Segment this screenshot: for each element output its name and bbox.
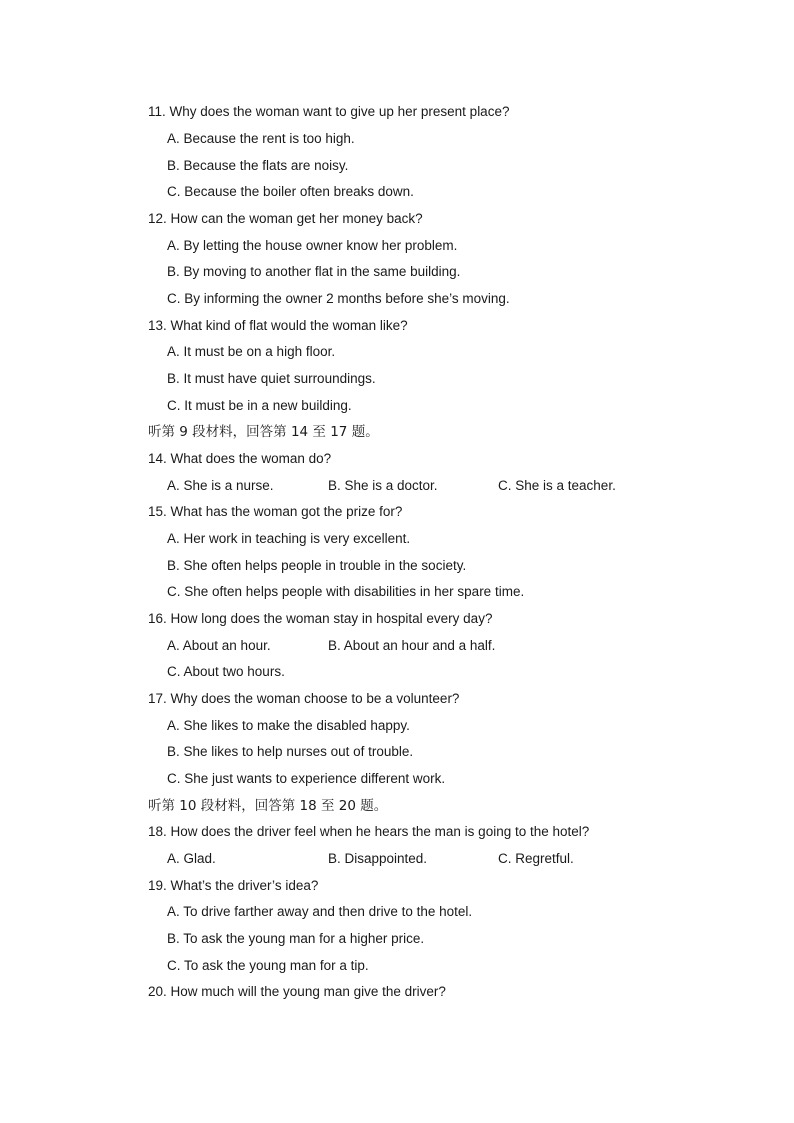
question-20: 20. How much will the young man give the driver?	[148, 984, 446, 999]
question-13: 13. What kind of flat would the woman like?	[148, 318, 408, 333]
option-17-b: B. She likes to help nurses out of trouble.	[167, 744, 414, 759]
option-15-a: A. Her work in teaching is very excellent.	[167, 531, 411, 546]
question-15: 15. What has the woman got the prize for?	[148, 504, 403, 519]
question-17: 17. Why does the woman choose to be a volunteer?	[148, 691, 460, 706]
option-19-c: C. To ask the young man for a tip.	[167, 958, 369, 973]
question-14: 14. What does the woman do?	[148, 451, 332, 466]
question-19: 19. What’s the driver’s idea?	[148, 878, 319, 893]
option-13-b: B. It must have quiet surroundings.	[167, 371, 376, 386]
option-14-b: B. She is a doctor.	[328, 478, 438, 493]
option-11-a: A. Because the rent is too high.	[167, 131, 355, 146]
option-18-a: A. Glad.	[167, 851, 216, 866]
option-11-b: B. Because the flats are noisy.	[167, 158, 349, 173]
option-15-c: C. She often helps people with disabilities in her spare time.	[167, 584, 525, 599]
question-11: 11. Why does the woman want to give up her present place?	[148, 104, 510, 119]
section-header-9: 听第 9 段材料，回答第 14 至 17 题。	[148, 424, 379, 440]
option-18-c: C. Regretful.	[498, 851, 574, 866]
question-16: 16. How long does the woman stay in hospital every day?	[148, 611, 493, 626]
option-12-c: C. By informing the owner 2 months before she’s moving.	[167, 291, 510, 306]
question-12: 12. How can the woman get her money back?	[148, 211, 423, 226]
option-17-a: A. She likes to make the disabled happy.	[167, 718, 410, 733]
option-17-c: C. She just wants to experience different work.	[167, 771, 446, 786]
option-14-c: C. She is a teacher.	[498, 478, 616, 493]
question-18: 18. How does the driver feel when he hears the man is going to the hotel?	[148, 824, 590, 839]
option-11-c: C. Because the boiler often breaks down.	[167, 184, 414, 199]
option-12-b: B. By moving to another flat in the same building.	[167, 264, 461, 279]
option-13-c: C. It must be in a new building.	[167, 398, 352, 413]
option-19-b: B. To ask the young man for a higher price.	[167, 931, 425, 946]
option-16-c: C. About two hours.	[167, 664, 285, 679]
option-16-a: A. About an hour.	[167, 638, 271, 653]
section-header-10: 听第 10 段材料，回答第 18 至 20 题。	[148, 798, 388, 814]
option-13-a: A. It must be on a high floor.	[167, 344, 336, 359]
option-16-b: B. About an hour and a half.	[328, 638, 496, 653]
option-14-a: A. She is a nurse.	[167, 478, 274, 493]
option-18-b: B. Disappointed.	[328, 851, 428, 866]
option-12-a: A. By letting the house owner know her problem.	[167, 238, 458, 253]
option-15-b: B. She often helps people in trouble in the society.	[167, 558, 467, 573]
option-19-a: A. To drive farther away and then drive to the hotel.	[167, 904, 473, 919]
